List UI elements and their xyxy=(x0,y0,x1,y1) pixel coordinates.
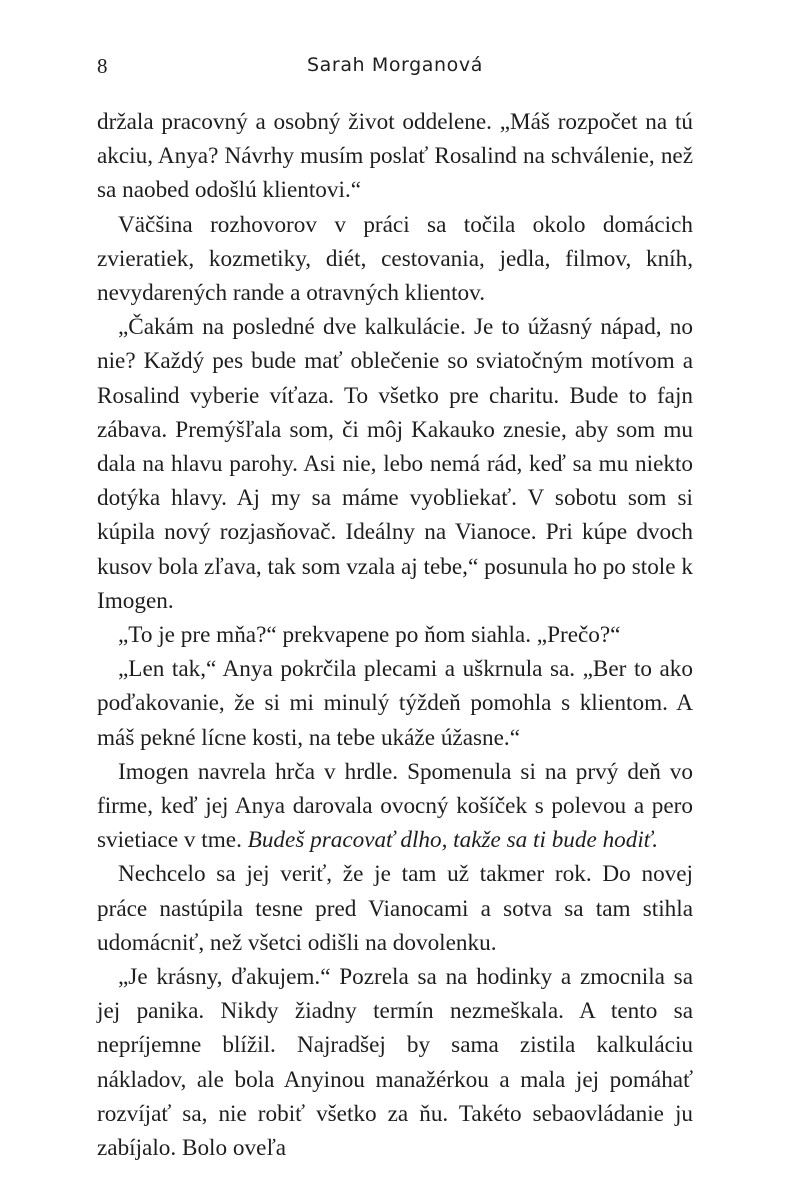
paragraph-3: „Čakám na posledné dve kalkulácie. Je to úžasný nápad, no nie? Každý pes bude mať oblečenie so sviatočným motívom a Rosalind vyberie víťaza. To všetko pre charitu. Bude to fajn zábava. Premýšľala som, či môj Kakauko znesie, aby som mu dala na hlavu parohy. Asi nie, lebo nemá rád, keď sa mu niekto dotýka hlavy. Aj my sa máme vyobliekať. V sobotu som si kúpila nový rozjasňovač. Ideálny na Vianoce. Pri kúpe dvoch kusov bola zľava, tak som vzala aj tebe,“ posunula ho po stole k Imogen. xyxy=(97,314,693,614)
paragraph-8: „Je krásny, ďakujem.“ Pozrela sa na hodinky a zmocnila sa jej panika. Nikdy žiadny termín nezmeškala. A tento sa nepríjemne blížil. Najradšej by sama zistila kalkuláciu nákladov, ale bola Anyinou manažérkou a mala jej pomáhať rozvíjať sa, nie robiť všetko za ňu. Takéto sebaovládanie ju zabíjalo. Bolo oveľa xyxy=(97,964,693,1162)
paragraph-6-italic: Budeš pracovať dlho, takže sa ti bude hodiť. xyxy=(247,827,659,854)
paragraph-6 xyxy=(97,755,693,858)
paragraph-7: Nechcelo sa jej veriť, že je tam už takmer rok. Do novej práce nastúpila tesne pred Vianocami a sotva sa tam stihla udomácniť, než všetci odišli na dovolenku. xyxy=(97,861,693,956)
page-header xyxy=(97,54,693,84)
body-text xyxy=(97,105,693,1165)
paragraph-4: „To je pre mňa?“ prekvapene po ňom siahla. „Prečo?“ xyxy=(118,622,621,649)
paragraph-6-text: Imogen navrela hrča v hrdle. Spomenula si na prvý deň vo firme, keď jej Anya darovala ovocný košíček s polevou a pero svietiace v tme. xyxy=(97,758,693,854)
page-number: 8 xyxy=(97,54,108,78)
paragraph-2: Väčšina rozhovorov v práci sa točila okolo domácich zvieratiek, kozmetiky, diét, cestovania, jedla, filmov, kníh, nevydarených rande a otravných klientov. xyxy=(97,211,693,307)
paragraph-5: „Len tak,“ Anya pokrčila plecami a uškrnula sa. „Ber to ako poďakovanie, že si mi minulý týždeň pomohla s klientom. A máš pekné lícne kosti, na tebe ukáže úžasne.“ xyxy=(97,656,693,751)
paragraph-1: držala pracovný a osobný život oddelene. „Máš rozpočet na tú akciu, Anya? Návrhy musím poslať Rosalind na schválenie, než sa naobed odošlú klientovi.“ xyxy=(97,109,693,204)
running-title: Sarah Morganová xyxy=(307,54,483,76)
